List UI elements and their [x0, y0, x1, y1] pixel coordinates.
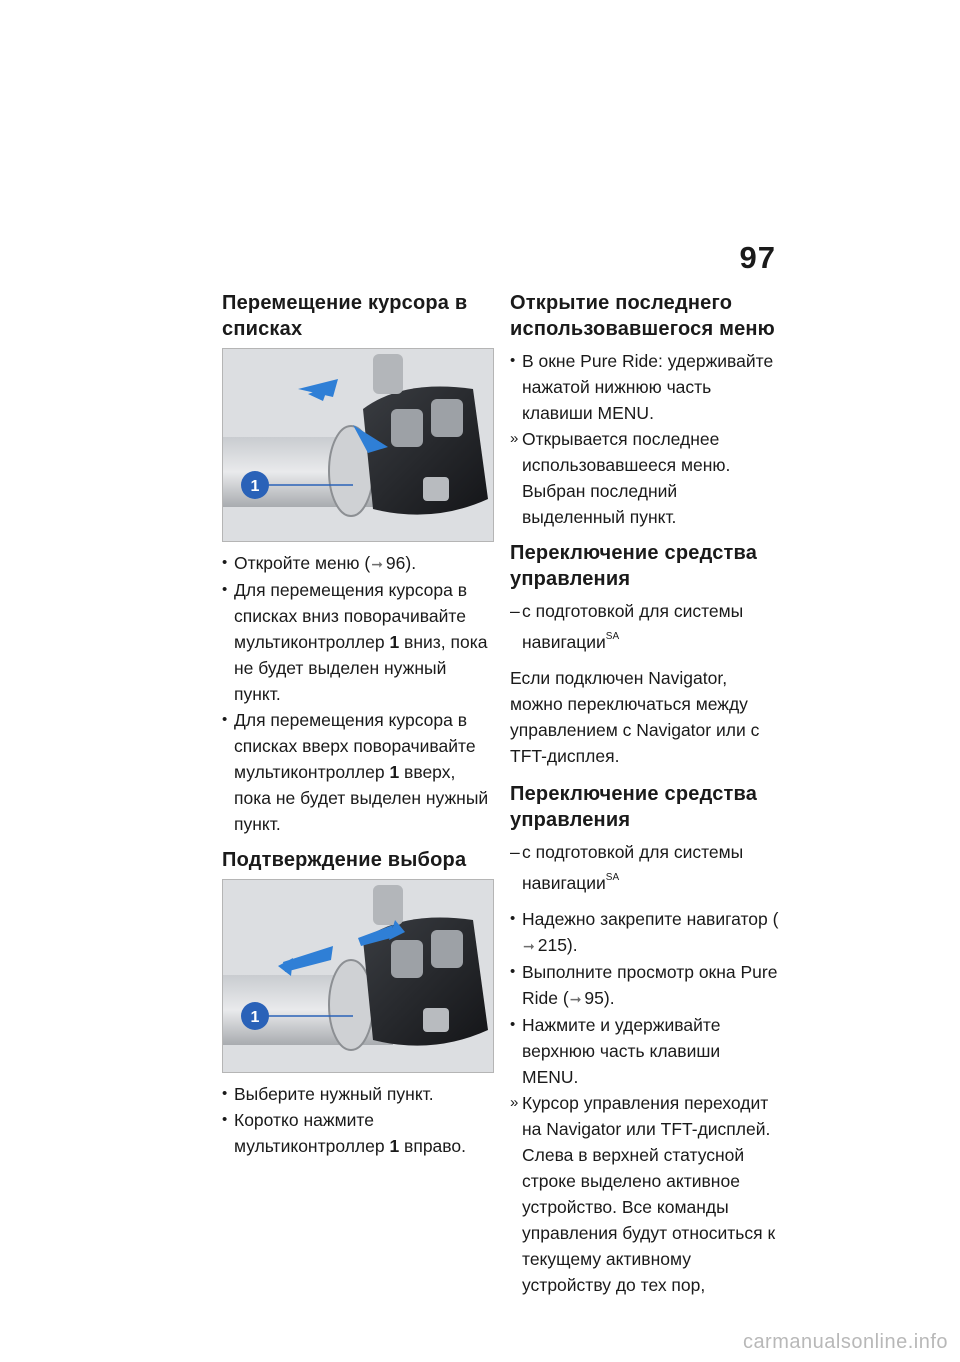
list-item	[510, 1012, 780, 1090]
bullet-marker: •	[222, 711, 228, 728]
item-text: Откройте меню (	[234, 553, 371, 573]
option-marker: –	[510, 842, 520, 862]
item-text: 95).	[584, 988, 615, 1008]
upper-lever	[373, 885, 403, 925]
multicontroller-illustration	[223, 349, 493, 541]
paragraph-navigator: Если подключен Navigator, можно переключаться между управлением с Navigator или с TFT-дисплея.	[510, 668, 760, 766]
option-sup: SA	[605, 872, 620, 883]
item-text: вверх, пока не будет выделен нужный пункт.	[234, 762, 489, 834]
page-ref-arrow-icon: ➞	[523, 938, 535, 954]
watermark: carmanualsonline.info	[742, 1331, 948, 1353]
section-title-switch-control-2: Переключение средства управления	[510, 783, 758, 831]
power-key	[431, 399, 463, 437]
bullet-marker: •	[222, 1085, 228, 1102]
list-item	[510, 959, 780, 1012]
bullet-marker: »	[510, 1094, 519, 1111]
figure-multicontroller-rotate	[222, 348, 494, 542]
item-number: 1	[389, 1136, 400, 1156]
upper-lever	[373, 354, 403, 394]
item-number: 1	[389, 632, 400, 652]
option-marker: –	[510, 601, 520, 621]
item-text: 215).	[537, 935, 578, 955]
result-item	[510, 426, 780, 530]
option-nav-prep-2	[510, 839, 780, 896]
item-text: Выберите нужный пункт.	[234, 1084, 434, 1104]
list-switch-control	[510, 906, 780, 1298]
list-item	[222, 707, 494, 837]
list-item	[222, 577, 494, 707]
list-confirm	[222, 1081, 494, 1159]
list-cursor-move	[222, 550, 494, 837]
list-item	[222, 1081, 494, 1107]
option-text: с подготовкой для системы навигации	[522, 601, 744, 652]
toggle-key	[423, 477, 449, 501]
item-text: вправо.	[399, 1136, 466, 1156]
bullet-marker: •	[510, 910, 516, 927]
section-title-confirm: Подтверждение выбора	[222, 849, 467, 871]
menu-key	[391, 409, 423, 447]
bullet-marker: •	[222, 1111, 228, 1128]
list-item	[510, 906, 780, 959]
section-title-cursor-move: Перемещение курсора в списках	[222, 292, 468, 340]
right-column	[510, 290, 780, 1304]
item-text: Коротко нажмите мультиконтроллер	[234, 1110, 390, 1156]
list-last-menu	[510, 348, 780, 530]
item-text: Нажмите и удерживайте верхнюю часть клавиши MENU.	[522, 1015, 721, 1087]
result-item	[510, 1090, 780, 1298]
item-text: вниз, пока не будет выделен нужный пункт.	[234, 632, 488, 704]
section-title-last-menu: Открытие последнего использовавшегося меню	[510, 292, 775, 340]
page-ref-arrow-icon: ➞	[569, 991, 582, 1007]
multicontroller-illustration-2	[223, 880, 493, 1072]
bullet-marker: •	[222, 581, 228, 598]
callout-badge-number: 1	[250, 1009, 260, 1026]
list-item	[510, 348, 780, 426]
power-key	[431, 930, 463, 968]
item-text: Выполните просмотр окна Pure Ride (	[522, 962, 778, 1008]
bullet-marker: •	[510, 352, 516, 369]
section-title-switch-control-1: Переключение средства управления	[510, 542, 758, 590]
callout-badge-number: 1	[250, 478, 260, 495]
option-sup: SA	[605, 631, 620, 642]
page-ref-arrow-icon: ➞	[371, 556, 383, 572]
list-item	[222, 550, 494, 577]
option-nav-prep-1	[510, 598, 780, 655]
item-text: Для перемещения курсора в списках вниз поворачивайте мультиконтроллер	[234, 580, 467, 652]
list-item	[222, 1107, 494, 1159]
item-text: Курсор управления переходит на Navigator или TFT-дисплей. Слева в верхней статусной строке выделено активное устройство. Все команды управления будут относиться к текущему активному устройству до тех пор,	[522, 1093, 776, 1295]
item-text: Надежно закрепите навигатор (	[522, 909, 779, 929]
item-text: 96).	[385, 553, 417, 573]
bullet-marker: •	[510, 1016, 516, 1033]
page-number: 97	[739, 240, 776, 275]
toggle-key	[423, 1008, 449, 1032]
item-text: В окне Pure Ride: удерживайте нажатой нижнюю часть клавиши MENU.	[522, 351, 774, 423]
item-text: Открывается последнее использовавшееся меню. Выбран последний выделенный пункт.	[522, 429, 731, 527]
figure-multicontroller-press	[222, 879, 494, 1073]
item-text: Для перемещения курсора в списках вверх поворачивайте мультиконтроллер	[234, 710, 476, 782]
option-text: с подготовкой для системы навигации	[522, 842, 744, 893]
left-column	[222, 290, 494, 1165]
menu-key	[391, 940, 423, 978]
bullet-marker: •	[222, 554, 228, 571]
item-number: 1	[389, 762, 400, 782]
bullet-marker: •	[510, 963, 516, 980]
bullet-marker: »	[510, 430, 519, 447]
